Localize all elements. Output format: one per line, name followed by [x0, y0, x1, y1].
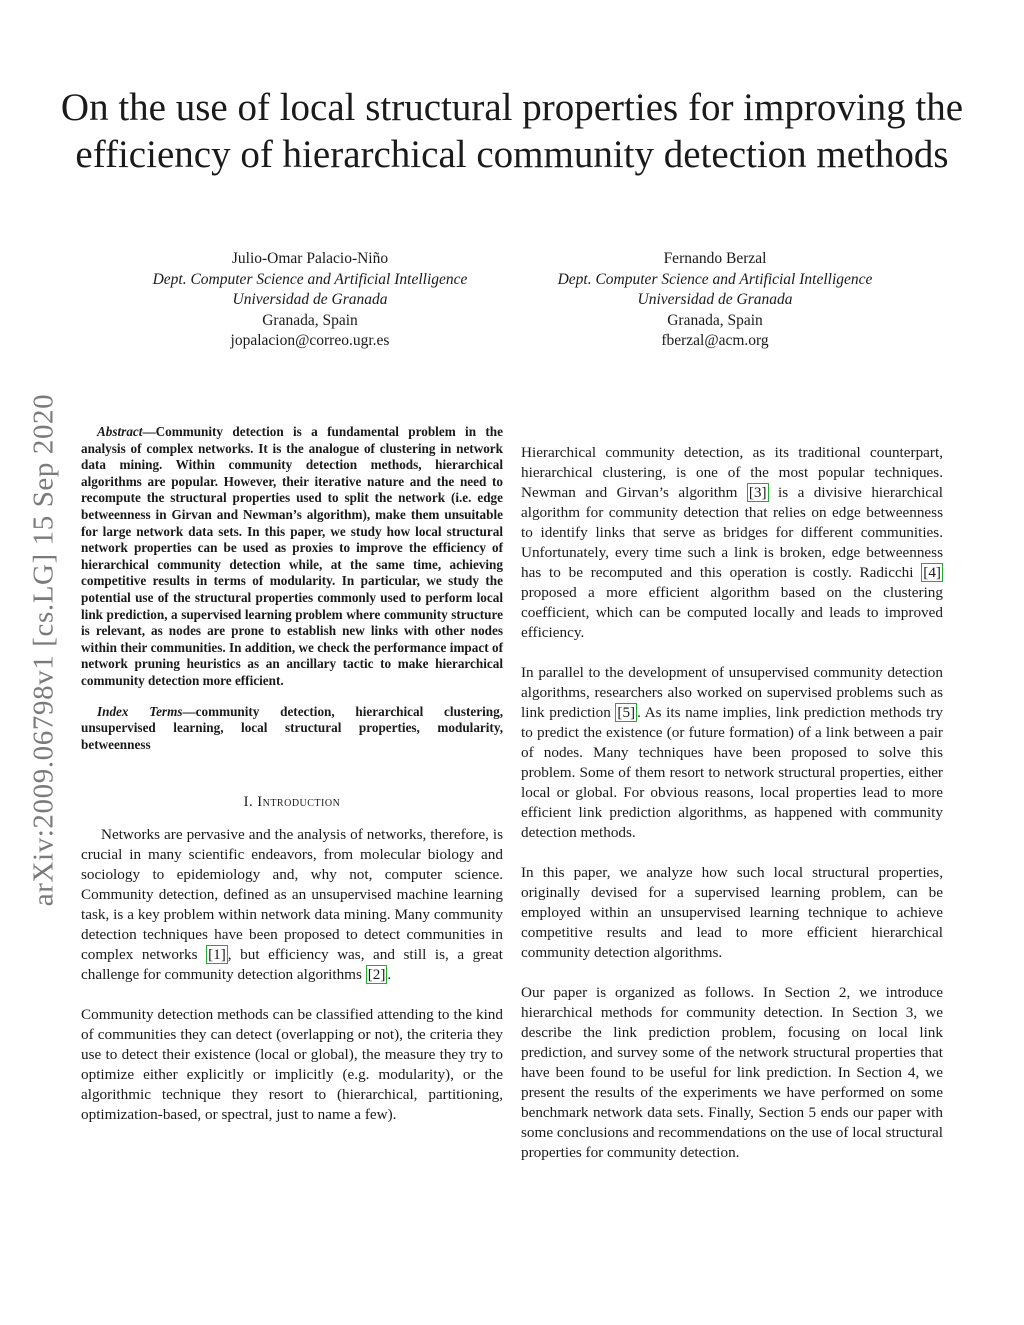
paragraph-text: is a divisive hierarchical algorithm for community detection that relies on edge betweenness to identify links that serve as bridges for different communities. Unfortunately, every time such a link is broken, edge betweenness has to be recomputed and this operation is costly. Radicchi	[521, 484, 943, 581]
paragraph-text: . As its name implies, link prediction methods try to predict the existence (or future formation) of a link between a pair of nodes. Many techniques have been proposed to solve this problem. Some of them resort to network structural properties, either local or global. For obvious reasons, local properties lead to more efficient link prediction algorithms, as happened with community detection methods.	[521, 704, 943, 841]
right-column	[521, 443, 943, 1163]
index-terms-text: —community detection, hierarchical clustering, unsupervised learning, local structural properties, modularity, betweenness	[81, 703, 503, 752]
paragraph-text: In parallel to the development of unsupervised community detection algorithms, researchers also worked on supervised problems such as link prediction	[521, 664, 943, 721]
paragraph-text: .	[387, 966, 392, 984]
abstract	[81, 424, 503, 690]
index-terms-label: Index Terms	[97, 703, 183, 719]
intro-paragraph-3	[521, 443, 943, 643]
index-terms	[81, 704, 503, 754]
intro-paragraph-5: In this paper, we analyze how such local structural properties, originally devised for a supervised learning problem, can be employed within an unsupervised learning technique to achieve competitive results and lead to more efficient hierarchical community detection algorithms.	[521, 864, 943, 961]
citation-link[interactable]: [5]	[617, 704, 636, 721]
author-email: fberzal@acm.org	[661, 332, 769, 349]
intro-paragraph-4	[521, 663, 943, 843]
author-university: Universidad de Granada	[637, 291, 793, 308]
author-name: Fernando Berzal	[663, 250, 767, 267]
intro-paragraph-1	[81, 825, 503, 985]
left-column	[81, 424, 503, 1125]
section-title: Introduction	[257, 794, 341, 811]
author-name: Julio-Omar Palacio-Niño	[231, 250, 389, 267]
author-city: Granada, Spain	[262, 311, 358, 329]
paragraph-text: , but efficiency was, and still is, a great challenge for community detection algorithms	[81, 946, 503, 984]
arxiv-sidebar	[22, 355, 66, 945]
paragraph-text: Hierarchical community detection, as its traditional counterpart, hierarchical clustering, is one of the most popular techniques. Newman and Girvan’s algorithm	[521, 444, 943, 501]
paragraph-text: Networks are pervasive and the analysis of networks, therefore, is crucial in many scientific endeavors, from molecular biology and sociology to epidemiology and, why not, computer science. Community detection, defined as an unsupervised machine learning task, is a key problem within network data mining. Many community detection techniques have been proposed to detect communities in complex networks	[81, 826, 503, 964]
author-email: jopalacion@correo.ugr.es	[230, 332, 390, 349]
citation-link[interactable]: [1]	[208, 946, 226, 964]
intro-paragraph-2: Community detection methods can be classified attending to the kind of communities they can detect (overlapping or not), the criteria they use to detect their existence (local or global), the measure they try to optimize either explicitly or implicitly (e.g. modularity), or the algorithmic technique they resort to (hierarchical, partitioning, optimization-based, or spectral, just to name a few).	[81, 1006, 503, 1124]
author-city: Granada, Spain	[667, 311, 763, 329]
abstract-text: —Community detection is a fundamental problem in the analysis of complex networks. It is the analogue of clustering in network data mining. Within community detection methods, hierarchical algorithms are popular. However, their iterative nature and the need to recompute the structural properties used to split the network (i.e. edge betweenness in Girvan and Newman’s algorithm), make them unsuitable for large network data sets. In this paper, we study how local structural network properties can be used as proxies to improve the efficiency of hierarchical community detection while, at the same time, achieving competitive results in terms of modularity. In particular, we study the potential use of the structural properties commonly used to perform local link prediction, a supervised learning problem where community structure is relevant, as nodes are prone to establish new links with other nodes within their communities. In addition, we check the performance impact of network pruning heuristics as an ancillary tactic to make hierarchical community detection more efficient.	[81, 424, 503, 688]
abstract-label: Abstract	[97, 424, 143, 439]
paper-title: On the use of local structural properties for improving the efficiency of hierarchical community detection methods	[60, 86, 964, 176]
author-block-2	[505, 249, 925, 352]
section-heading-introduction	[81, 794, 503, 811]
author-block-1	[100, 249, 520, 352]
section-number: I.	[243, 794, 254, 811]
citation-link[interactable]: [2]	[367, 966, 386, 984]
citation-link[interactable]: [3]	[748, 484, 767, 501]
intro-paragraph-6: Our paper is organized as follows. In Section 2, we introduce hierarchical methods for community detection. In Section 3, we describe the link prediction problem, focusing on local link prediction, and survey some of the network structural properties that have been found to be useful for link prediction. In Section 4, we present the results of the experiments we have performed on some benchmark network data sets. Finally, Section 5 ends our paper with some conclusions and recommendations on the use of local structural properties for community detection.	[521, 984, 943, 1161]
paragraph-text: proposed a more efficient algorithm based on the clustering coefficient, which can be computed locally and leads to improved efficiency.	[521, 584, 943, 641]
author-department: Dept. Computer Science and Artificial Intelligence	[152, 270, 468, 288]
author-department: Dept. Computer Science and Artificial Intelligence	[557, 270, 873, 288]
author-university: Universidad de Granada	[232, 291, 388, 308]
arxiv-identifier: arXiv:2009.06798v1 [cs.LG] 15 Sep 2020	[27, 393, 60, 907]
citation-link[interactable]: [4]	[923, 564, 941, 581]
